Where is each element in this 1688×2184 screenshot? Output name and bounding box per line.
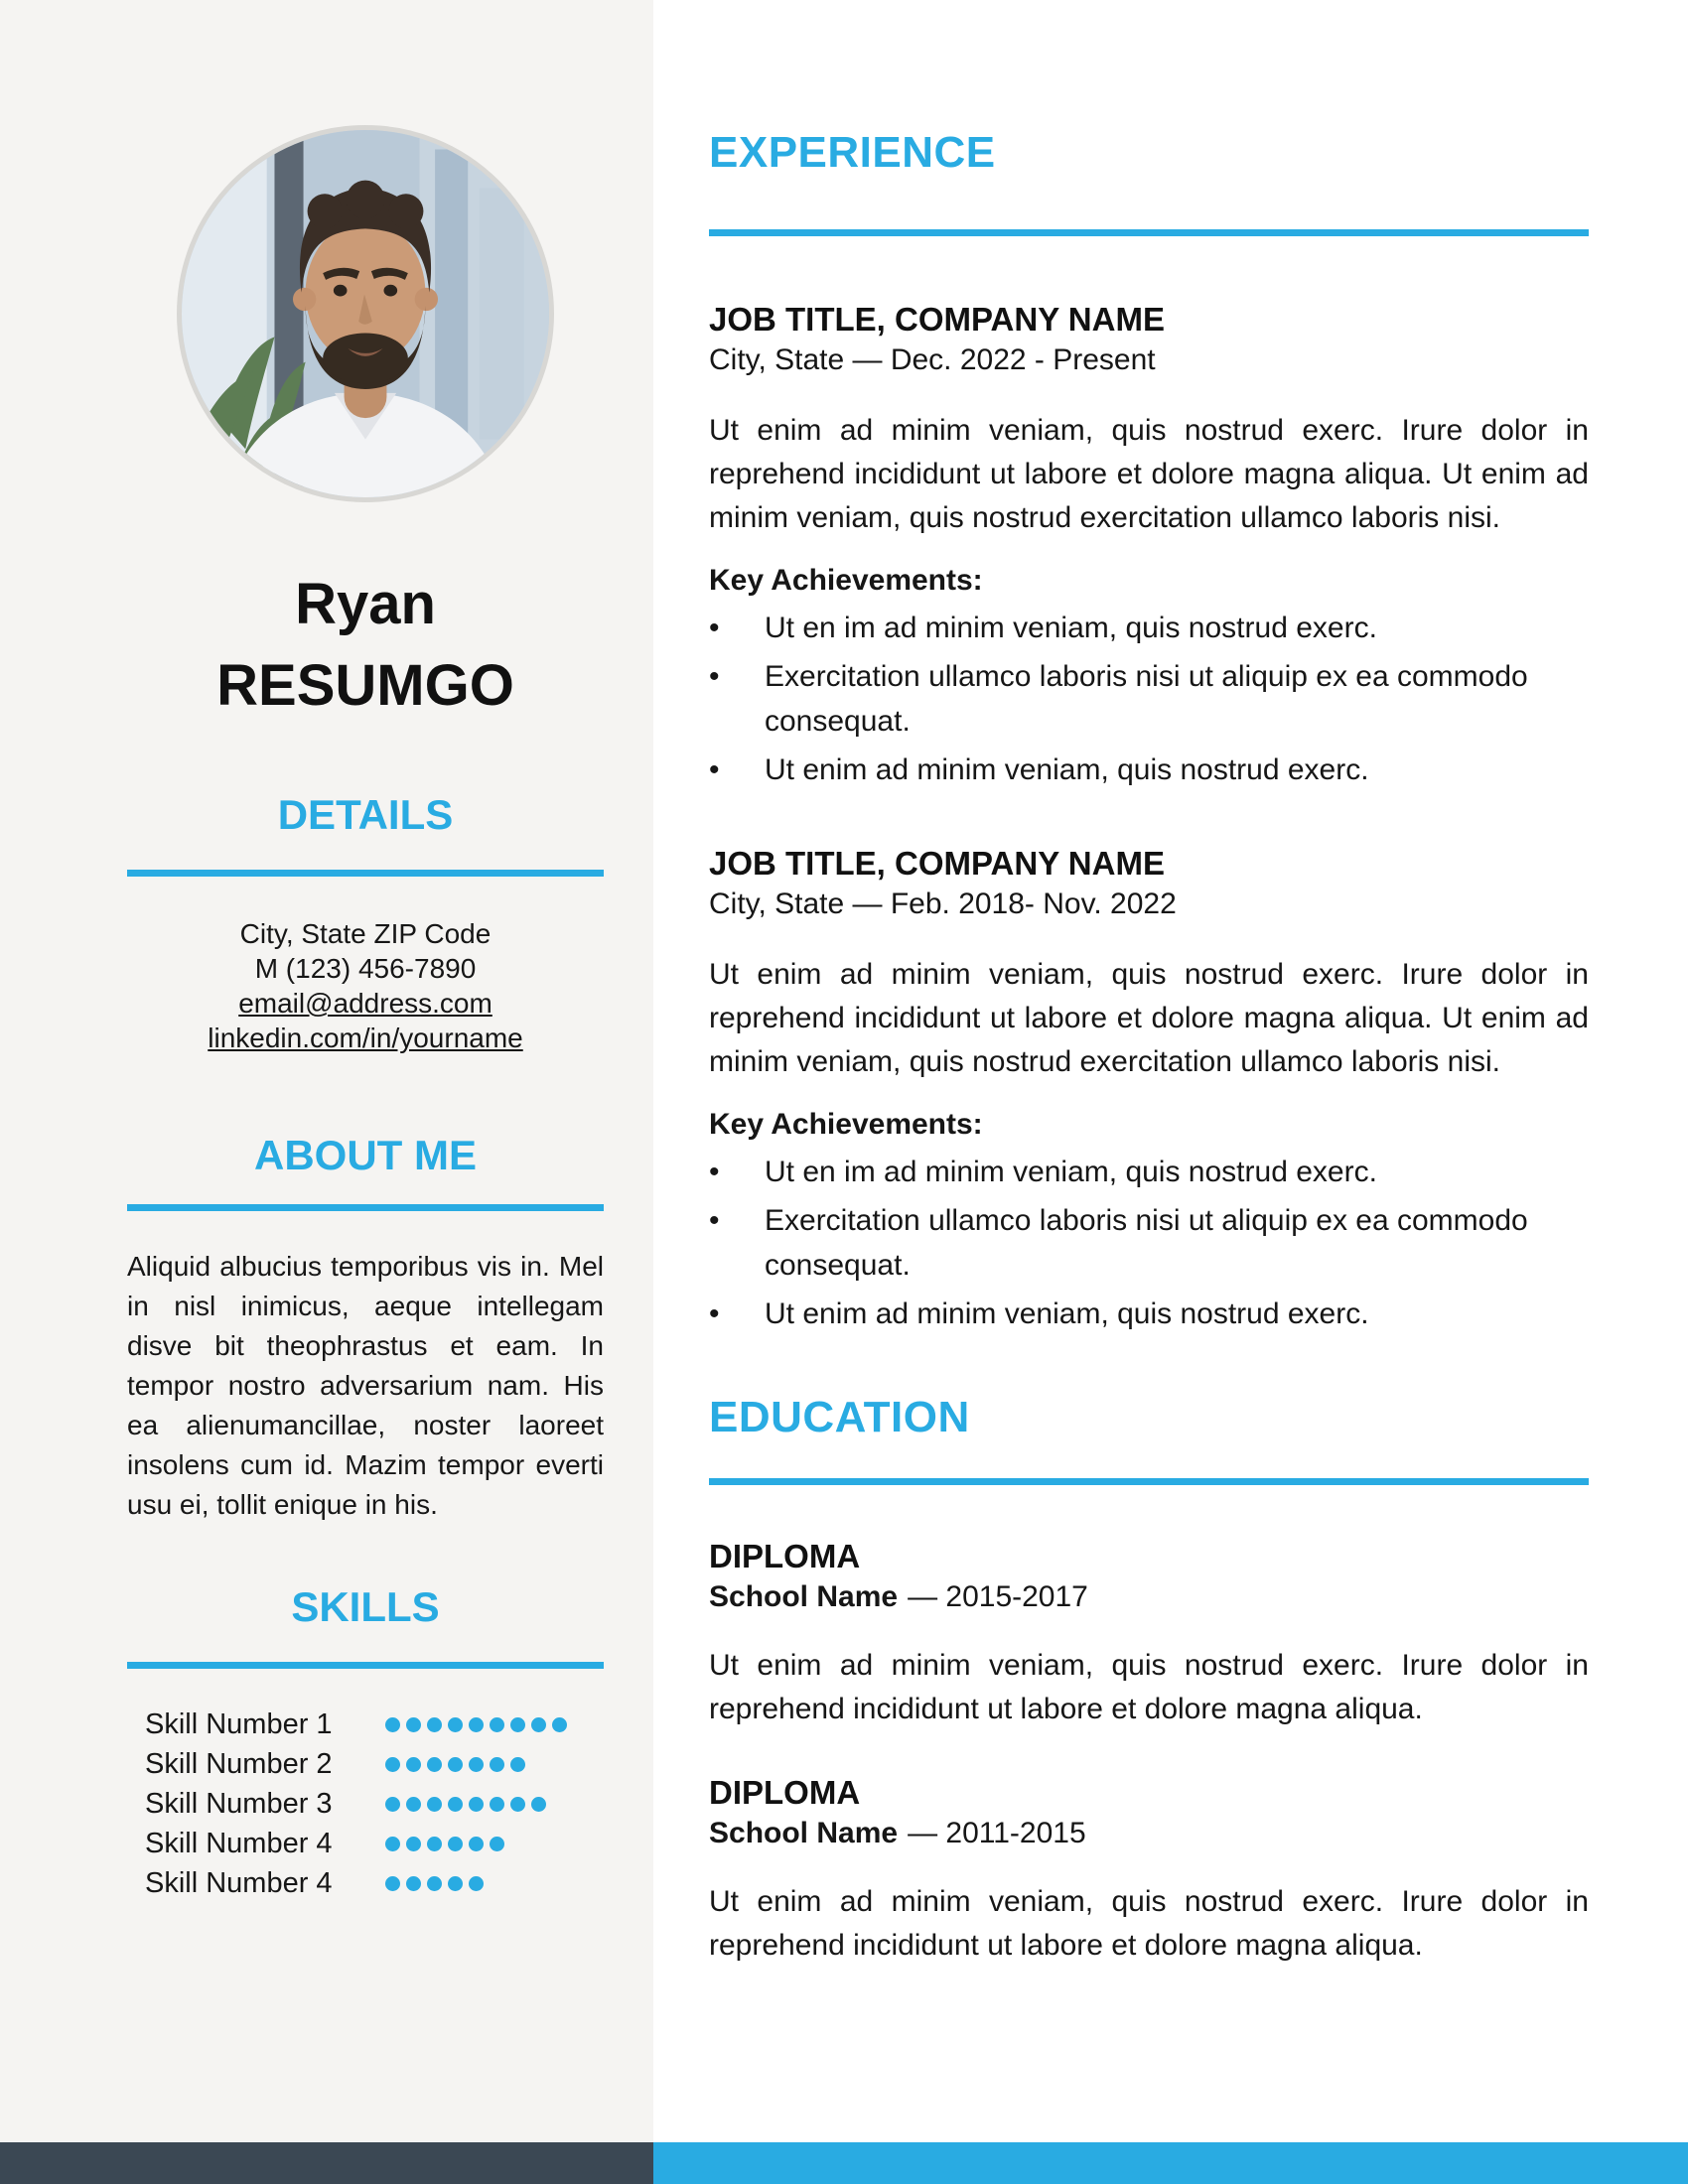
skill-level-dots [385,1717,567,1732]
achievement-text: Exercitation ullamco laboris nisi ut aliquip ex ea commodo consequat. [765,660,1528,738]
details-heading: DETAILS [277,791,454,838]
phone-line: M (123) 456-7890 [254,953,477,984]
skill-label: Skill Number 3 [145,1787,333,1820]
education-dates: — 2011-2015 [908,1817,1086,1849]
skill-label: Skill Number 4 [145,1866,333,1899]
achievement-item [709,1198,1589,1288]
skill-dot [448,1837,463,1851]
skill-dot [385,1797,400,1812]
school-name: School Name [709,1817,899,1849]
achievement-item [709,654,1589,744]
skill-row [127,1824,604,1863]
about-me-heading: ABOUT ME [254,1132,477,1178]
job-entry [709,300,1589,792]
skill-level-dots [385,1757,525,1772]
achievements-label: Key Achievements: [709,564,983,597]
skill-dot [510,1797,525,1812]
linkedin-link[interactable]: linkedin.com/in/yourname [208,1023,523,1053]
skill-dot [469,1876,484,1891]
bullet-icon: • [709,753,720,786]
profile-photo-illustration [182,130,549,497]
skill-dot [531,1717,546,1732]
skill-dot [448,1876,463,1891]
skill-dot [385,1757,400,1772]
school-line [709,1813,1589,1854]
skill-dot [510,1757,525,1772]
main-column [709,0,1589,1968]
achievement-text: Ut en im ad minim veniam, quis nostrud exerc. [765,1156,1377,1188]
about-me-text: Aliquid albucius temporibus vis in. Mel in nisl inimicus, aeque intellegam disve bit theophrastus et eam. In tempor nostro adversarium nam. His ea alienumancillae, noster laoreet insolens cum id. Mazim tempor everti usu ei, tollit enique in his. [127,1251,604,1520]
skill-dot [406,1876,421,1891]
skill-dot [406,1797,421,1812]
candidate-name [127,564,604,727]
skill-dot [448,1717,463,1732]
skill-dot [490,1757,504,1772]
profile-photo [177,125,554,502]
school-line [709,1576,1589,1618]
degree-title: DIPLOMA [709,1774,861,1811]
achievement-text: Ut enim ad minim veniam, quis nostrud exerc. [765,1297,1369,1330]
skill-dot [531,1797,546,1812]
skill-label: Skill Number 2 [145,1747,333,1780]
skill-level-dots [385,1876,484,1891]
education-entry [709,1537,1589,1731]
sidebar-footer-bar [0,2142,653,2184]
job-meta: City, State — Feb. 2018- Nov. 2022 [709,887,1177,920]
achievement-text: Ut en im ad minim veniam, quis nostrud exerc. [765,612,1377,644]
skill-dot [427,1837,442,1851]
skill-dot [406,1837,421,1851]
skills-list [127,1705,604,1903]
job-title: JOB TITLE, COMPANY NAME [709,301,1165,338]
bullet-icon: • [709,1204,720,1237]
skill-dot [490,1797,504,1812]
degree-title: DIPLOMA [709,1538,861,1574]
skills-divider [127,1662,604,1669]
skills-heading: SKILLS [291,1583,440,1630]
skill-level-dots [385,1797,546,1812]
education-divider [709,1478,1589,1485]
education-entry [709,1773,1589,1968]
skill-dot [385,1876,400,1891]
job-entry [709,844,1589,1336]
bullet-icon: • [709,660,720,693]
skill-dot [448,1757,463,1772]
bullet-icon: • [709,1156,720,1188]
achievement-item [709,1150,1589,1194]
achievement-text: Ut enim ad minim veniam, quis nostrud exerc. [765,753,1369,786]
skill-dot [427,1876,442,1891]
skill-dot [406,1717,421,1732]
job-title: JOB TITLE, COMPANY NAME [709,845,1165,882]
experience-divider [709,229,1589,236]
about-me-divider [127,1204,604,1211]
job-summary: Ut enim ad minim veniam, quis nostrud exerc. Irure dolor in reprehend incididunt ut labore et dolore magna aliqua. Ut enim ad minim veniam, quis nostrud exercitation ullamco laboris nisi. [709,958,1589,1078]
skill-label: Skill Number 1 [145,1707,333,1740]
skill-dot [427,1757,442,1772]
achievement-item [709,606,1589,650]
skill-dot [490,1717,504,1732]
bullet-icon: • [709,1297,720,1330]
skill-level-dots [385,1837,504,1851]
accent-footer-bar [653,2142,1688,2184]
sidebar [0,0,653,2184]
name-last-line: RESUMGO [216,653,514,718]
school-name: School Name [709,1580,899,1613]
skill-row [127,1705,604,1744]
skill-row [127,1784,604,1824]
education-summary: Ut enim ad minim veniam, quis nostrud exerc. Irure dolor in reprehend incididunt ut labore et dolore magna aliqua. [709,1885,1589,1962]
achievement-item [709,748,1589,792]
sidebar-content [0,0,653,1903]
skill-dot [469,1717,484,1732]
experience-heading: EXPERIENCE [709,128,996,177]
skill-dot [427,1717,442,1732]
skill-row [127,1744,604,1784]
skill-dot [510,1717,525,1732]
skill-dot [406,1757,421,1772]
skill-dot [385,1837,400,1851]
education-summary: Ut enim ad minim veniam, quis nostrud exerc. Irure dolor in reprehend incididunt ut labore et dolore magna aliqua. [709,1649,1589,1725]
details-divider [127,870,604,877]
skill-label: Skill Number 4 [145,1827,333,1859]
skill-dot [385,1717,400,1732]
skill-dot [552,1717,567,1732]
contact-block [127,916,604,1055]
address-line: City, State ZIP Code [239,918,492,949]
email-link[interactable]: email@address.com [238,988,492,1019]
bullet-icon: • [709,612,720,644]
skill-dot [469,1837,484,1851]
skill-dot [469,1797,484,1812]
skill-dot [469,1757,484,1772]
skill-row [127,1863,604,1903]
achievements-label: Key Achievements: [709,1108,983,1141]
education-heading: EDUCATION [709,1393,970,1441]
name-first-line: Ryan [295,572,436,636]
achievement-text: Exercitation ullamco laboris nisi ut aliquip ex ea commodo consequat. [765,1204,1528,1282]
education-dates: — 2015-2017 [908,1580,1088,1613]
skill-dot [448,1797,463,1812]
skill-dot [427,1797,442,1812]
job-meta: City, State — Dec. 2022 - Present [709,343,1156,376]
job-summary: Ut enim ad minim veniam, quis nostrud exerc. Irure dolor in reprehend incididunt ut labore et dolore magna aliqua. Ut enim ad minim veniam, quis nostrud exercitation ullamco laboris nisi. [709,414,1589,534]
skill-dot [490,1837,504,1851]
achievement-item [709,1292,1589,1336]
